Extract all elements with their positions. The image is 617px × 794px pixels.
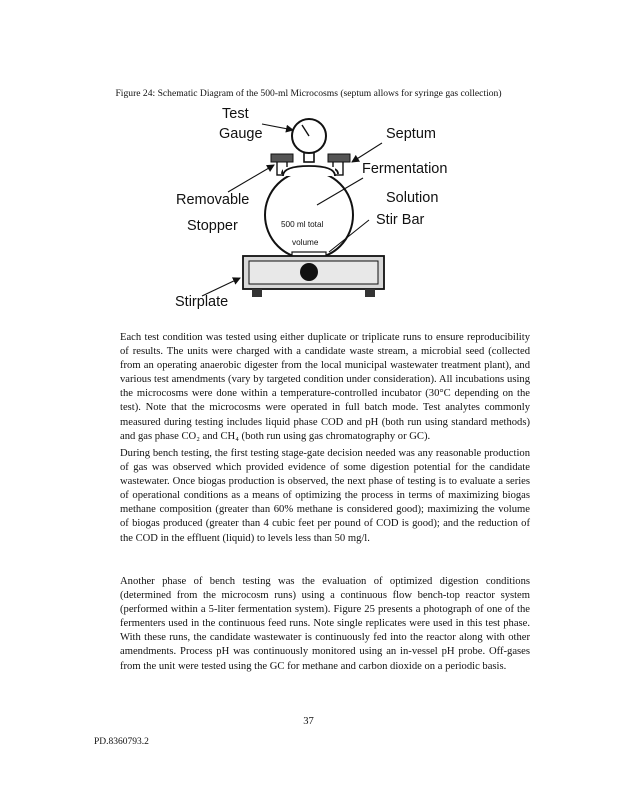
label-test: Test <box>222 106 249 122</box>
label-stir-bar: Stir Bar <box>376 212 425 228</box>
figure-caption: Figure 24: Schematic Diagram of the 500-ml Microcosms (septum allows for syringe gas collection) <box>115 88 502 99</box>
label-removable: Removable <box>176 192 250 208</box>
label-fermentation: Fermentation <box>362 161 448 177</box>
page-number: 37 <box>303 716 314 727</box>
label-solution: Solution <box>386 190 439 206</box>
paragraph-3: Another phase of bench testing was the evaluation of optimized digestion conditions (determined from the microcosm runs) using a continuous flow bench-top reactor system (performed within a 5-liter fermentation system). Figure 25 presents a photograph of one of the fermenters used in the continuous feed runs. Note single replicates were used in this test phase. With these runs, the candidate wastewater is continuously fed into the reactor along with other amendments. Process pH was continuously monitored using an in-vessel pH probe. Off-gases from the unit were tested using the GC for methane and carbon dioxide on a periodic basis. <box>120 576 530 672</box>
document-id: PD.8360793.2 <box>94 737 149 747</box>
stirplate <box>243 256 384 297</box>
label-stirplate: Stirplate <box>175 294 229 310</box>
microcosm-diagram <box>0 0 617 330</box>
flask-text-total: 500 ml total <box>281 220 324 229</box>
label-gauge: Gauge <box>219 126 263 142</box>
test-gauge <box>292 119 326 162</box>
label-stopper: Stopper <box>187 218 238 234</box>
label-septum: Septum <box>386 126 436 142</box>
stirplate-knob <box>300 263 318 281</box>
flask-text-volume: volume <box>292 238 319 247</box>
paragraph-1: Each test condition was tested using either duplicate or triplicate runs to ensure reproducibility of results. The units were charged with a candidate waste stream, a microbial seed (collected from an operating anaerobic digester from the local municipal wastewater treatment plant), and various test amendments (vary by targeted condition under consideration). All incubations using the microcosms were done within a temperature-controlled incubator (30°C depending on the test). Note that the microcosms were operated in full batch mode. Test analytes commonly measured during testing includes liquid phase COD and pH (both run using standard methods) and gas phase CO₂ and CH₄ (both run using gas chromatography or GC). <box>120 332 530 442</box>
paragraph-2: During bench testing, the first testing stage-gate decision needed was any reasonable production of gas was observed which provided evidence of some digestion potential for the candidate wastewater. Once biogas production is observed, the next phase of testing is to evaluate a series of operational conditions as a means of optimizing the process in terms of maximizing biogas methane composition (greater than 60% methane is considered good); maximizing the volume of biogas produced (greater than 4 cubic feet per pound of COD is good); and the reduction of the COD in the effluent (liquid) to levels less than 50 mg/l. <box>120 448 530 544</box>
